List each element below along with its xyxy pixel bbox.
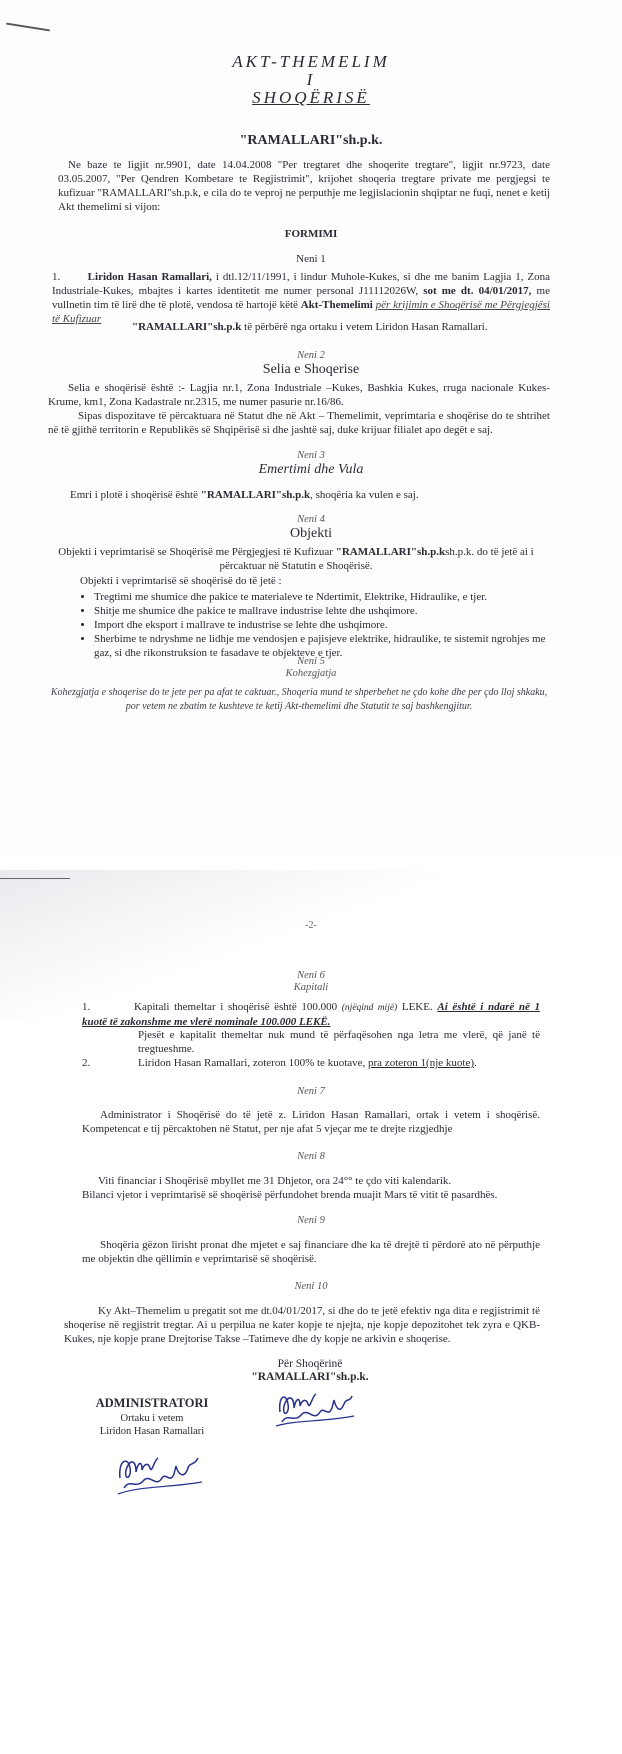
neni5-paragraph: Kohezgjatja e shoqerise do te jete per pa afat te caktuar., Shoqeria mund te shperbehet ne çdo kohe dhe per çdo lloj shkaku, por vetem ne zbatim te kushteve te ketij Akt-themelimi dhe Statutit te saj bashkengjitur. bbox=[50, 687, 548, 712]
neni4-label: Neni 4 bbox=[297, 514, 325, 525]
admin-role: Ortaku i vetem bbox=[120, 1413, 184, 1424]
neni1-text: i dtl.12/11/1991, i lindur Muhole-Kukes, si dhe me banim Lagjia 1, Zona Industriale-Kukes, mbajtes i kartes identitetit me numer personal J11112026W, bbox=[52, 271, 550, 297]
neni1-person: Liridon Hasan Ramallari, bbox=[87, 271, 212, 283]
scan-mark bbox=[0, 878, 70, 879]
list-item: • Shitje me shumice dhe pakice te mallrave industrise lehte dhe ushqimore. bbox=[94, 604, 564, 618]
neni2-heading: Selia e Shoqerise bbox=[262, 362, 360, 377]
neni4-activity-list bbox=[72, 590, 564, 660]
neni6-item1-bold: Ai është i ndarë në 1 kuotë të zakonshme me vlerë nominale 100.000 LEKË. bbox=[82, 1001, 541, 1028]
neni1-end-line bbox=[132, 320, 552, 334]
neni1-number: 1. bbox=[52, 271, 61, 283]
neni8-label: Neni 8 bbox=[297, 1151, 325, 1162]
neni8-paragraph2: Bilanci vjetor i veprimtarisë së shoqërisë përfundohet brenda muajit Mars të vitit të pasardhës. bbox=[82, 1189, 498, 1201]
neni4-heading: Objekti bbox=[290, 526, 332, 541]
administrator-signature-icon bbox=[114, 1442, 206, 1502]
neni1-paragraph bbox=[52, 270, 550, 326]
neni6-item1-number: 1. bbox=[82, 1001, 91, 1013]
admin-name: Liridon Hasan Ramallari bbox=[99, 1426, 205, 1437]
neni6-item1 bbox=[82, 1000, 540, 1029]
formimi-heading: FORMIMI bbox=[284, 228, 338, 240]
neni2-paragraph2: Sipas dispozitave të përcaktuara në Statut dhe në Akt – Themelimit, veprimtaria e shoqërise do te shtrihet në të gjithë territorin e Republikës së Shqipërisë si dhe jashtë saj, duke krijuar filialet apo degët e saj. bbox=[48, 410, 550, 436]
document-page-1 bbox=[0, 0, 622, 855]
doc-title-line1: AKT-THEMELIM bbox=[232, 52, 390, 71]
page-separator bbox=[0, 855, 622, 870]
neni7-paragraph: Administrator i Shoqërisë do të jetë z. Liridon Hasan Ramallari, ortak i vetem i shoqërisë. Kompetencat e tij përcaktohen në Statut, per nje afat 5 vjeçar me te drejte rizgjedhje bbox=[82, 1109, 540, 1135]
document-page-2 bbox=[0, 870, 622, 1754]
neni3-text-post: , shoqëria ka vulen e saj. bbox=[310, 489, 419, 501]
scan-mark bbox=[6, 23, 50, 32]
neni1-company: "RAMALLARI"sh.p.k bbox=[132, 321, 242, 333]
signature-for: Për Shoqërinë bbox=[277, 1358, 343, 1370]
neni7-label: Neni 7 bbox=[297, 1086, 325, 1097]
neni6-item2-number: 2. bbox=[82, 1057, 91, 1069]
neni6-heading: Kapitali bbox=[293, 982, 329, 993]
neni5-label: Neni 5 bbox=[297, 656, 325, 667]
neni4-company: "RAMALLARI"sh.p.k bbox=[335, 546, 446, 558]
neni8-paragraph1: Viti financiar i Shoqërisë mbyllet me 31 Dhjetor, ora 24°° te çdo viti kalendarik. bbox=[98, 1175, 452, 1187]
neni3-text-pre: Emri i plotë i shoqërisë është bbox=[70, 489, 198, 501]
company-signature-icon bbox=[272, 1378, 358, 1436]
neni6-item2-pre: Liridon Hasan Ramallari, zoteron 100% te kuotave, bbox=[138, 1057, 366, 1069]
neni1-date: sot me dt. 04/01/2017, bbox=[423, 285, 532, 297]
intro-paragraph: Ne baze te ligjit nr.9901, date 14.04.2008 "Per tregtaret dhe shoqerite tregtare", ligjit nr.9723, date 03.05.2007, "Per Qendren Kombetare te Regjistrimit", krijohet shoqeria tregtare private me pergjegsi te kufizuar "RAMALLARI"sh.p.k, e cila do te veproj ne perputhje me legjislacionin shqiptar ne fuqi, nenet e ketij Akt themelimi si vijon: bbox=[58, 159, 550, 213]
neni9-label: Neni 9 bbox=[297, 1215, 325, 1226]
list-item: • Tregtimi me shumice dhe pakice te materialeve te Ndertimit, Elektrike, Hidraulike, e tjer. bbox=[94, 590, 564, 604]
neni3-company: "RAMALLARI"sh.p.k bbox=[200, 489, 311, 501]
neni4-intro-pre: Objekti i veprimtarisë se Shoqërisë me Përgjegjesi të Kufizuar bbox=[58, 546, 333, 558]
neni3-paragraph bbox=[70, 488, 550, 502]
admin-title: ADMINISTRATORI bbox=[95, 1396, 209, 1410]
neni1-akt: Akt-Themelimi bbox=[300, 299, 373, 311]
neni2-label: Neni 2 bbox=[297, 350, 325, 361]
neni2-paragraph1: Selia e shoqërisë është :- Lagjia nr.1, Zona Industriale –Kukes, Bashkia Kukes, rruga nacionale Kukes-Krume, km1, Zona Kadastrale nr.2315, me numer pasurie nr.16/86. bbox=[48, 382, 550, 408]
list-item: • Sherbime te ndryshme ne lidhje me vendosjen e pajisjeve elektrike, hidraulike, te sistemit ngrohjes me gaz, si dhe rikonstruksion te fasadave te objekteve e tjer. bbox=[94, 632, 564, 660]
neni9-paragraph: Shoqëria gëzon lirisht pronat dhe mjetet e saj financiare dhe ka të drejtë ti përdorë ato në përputhje me objektin dhe qëllimin e veprimtarisë së shoqërisë. bbox=[82, 1239, 540, 1265]
neni3-heading: Emertimi dhe Vula bbox=[258, 462, 364, 477]
neni1-text2: me vullnetin tim të lirë dhe të plotë, vendosa të hartojë këtë bbox=[52, 285, 550, 311]
neni4-intro-post: sh.p.k. do të jetë ai i përcaktuar në Statutin e Shoqërisë. bbox=[219, 546, 534, 572]
neni4-list-intro: Objekti i veprimtarisë së shoqërisë do të jetë : bbox=[80, 575, 282, 587]
scan-fold-shadow bbox=[0, 870, 622, 1020]
neni6-item2-ul: pra zoteron 1(nje kuote) bbox=[368, 1057, 474, 1069]
neni6-item2 bbox=[82, 1056, 540, 1070]
doc-title-line2: I bbox=[306, 70, 316, 89]
neni5-heading: Kohezgjatja bbox=[285, 668, 337, 679]
neni6-item2-post: . bbox=[474, 1057, 477, 1069]
neni6-item1-text2: Pjesët e kapitalit themeltar nuk mund të përfaqësohen nga letra me vlerë, që janë të tregtueshme. bbox=[138, 1029, 540, 1055]
neni6-item1-paren: (njëqind mijë) bbox=[341, 1003, 398, 1013]
neni1-label: Neni 1 bbox=[296, 253, 326, 265]
doc-title-line3: SHOQËRISË bbox=[252, 88, 370, 107]
neni6-item1-currency: LEKE. bbox=[401, 1001, 433, 1013]
company-name-heading: "RAMALLARI"sh.p.k. bbox=[239, 133, 383, 148]
neni6-label: Neni 6 bbox=[297, 970, 325, 981]
list-item: • Import dhe eksport i mallrave te industrise se lehte dhe ushqimore. bbox=[94, 618, 564, 632]
neni1-handwritten: për krijimin e Shoqërisë me Përgjegjësi të Kufizuar bbox=[52, 299, 550, 325]
neni3-label: Neni 3 bbox=[297, 450, 325, 461]
neni10-paragraph: Ky Akt–Themelim u pregatit sot me dt.04/01/2017, si dhe do te jetë efektiv nga dita e regjistrimit të shoqerise në regjistrit tregtar. Ai u perpilua ne kater kopje te njejta, nje kopje depozitohet tek zyra e QKB-Kukes, nje kopje prane Drejtorise Takse –Tatimeve dhe dy kopje ne arkivin e shoqerise. bbox=[64, 1305, 540, 1345]
neni6-item1-pre: Kapitali themeltar i shoqërisë është 100.000 bbox=[134, 1001, 338, 1013]
signature-company: "RAMALLARI"sh.p.k. bbox=[251, 1371, 369, 1383]
page-number: -2- bbox=[305, 920, 317, 931]
neni1-end: të përbërë nga ortaku i vetem Liridon Hasan Ramallari. bbox=[244, 321, 488, 333]
neni10-label: Neni 10 bbox=[294, 1281, 328, 1292]
neni4-intro bbox=[40, 545, 552, 573]
